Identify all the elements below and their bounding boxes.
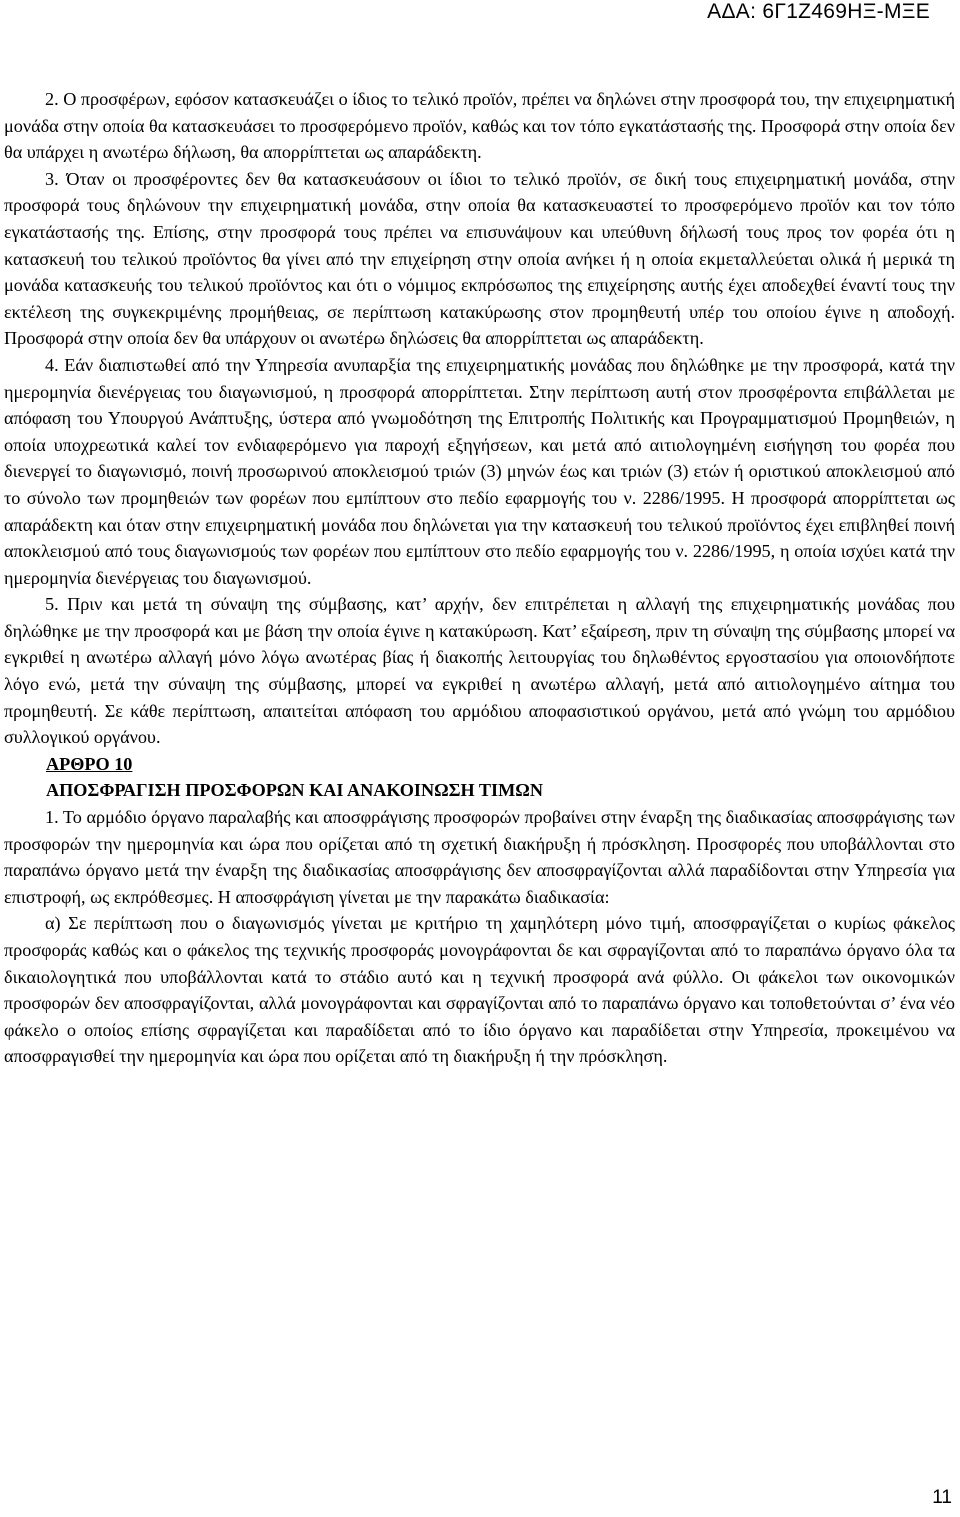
article-title: ΑΡΘΡΟ 10 bbox=[46, 753, 133, 774]
document-body bbox=[4, 86, 955, 1070]
article-paragraph-1: 1. Το αρμόδιο όργανο παραλαβής και αποσφράγισης προσφορών προβαίνει στην έναρξη της διαδικασίας αποσφράγισης των προσφορών την ημερομηνία και ώρα που ορίζεται από τη σχετική διακήρυξη ή πρόσκληση. Προσφορές που υποβάλλονται στο παραπάνω όργανο μετά την έναρξη της διαδικασίας αποσφράγισης δεν αποσφραγίζονται αλλά παραδίδονται στην Υπηρεσία για επιστροφή, ως εκπρόθεσμες. Η αποσφράγιση γίνεται με την παρακάτω διαδικασία: bbox=[4, 807, 955, 907]
article-subtitle: ΑΠΟΣΦΡΑΓΙΣΗ ΠΡΟΣΦΟΡΩΝ ΚΑΙ ΑΝΑΚΟΙΝΩΣΗ ΤΙΜΩΝ bbox=[46, 780, 544, 801]
paragraph-4: 4. Εάν διαπιστωθεί από την Υπηρεσία ανυπαρξία της επιχειρηματικής μονάδας που δηλώθηκε με την προσφορά, κατά την ημερομηνία διενέργειας του διαγωνισμού, η προσφορά απορρίπτεται. Στην περίπτωση αυτή στον προσφέροντα επιβάλλεται με απόφαση του Υπουργού Ανάπτυξης, ύστερα από γνωμοδότηση της Επιτροπής Πολιτικής και Προγραμματισμού Προμηθειών, η οποία υποχρεωτικά καλεί τον ενδιαφερόμενο για παροχή εξηγήσεων, και μετά από αιτιολογημένη εισήγηση του φορέα που διενεργεί το διαγωνισμό, ποινή προσωρινού αποκλεισμού τριών (3) μηνών έως και τριών (3) ετών ή οριστικού αποκλεισμού από το σύνολο των προμηθειών των φορέων που εμπίπτουν στο πεδίο εφαρμογής του ν. 2286/1995. Η προσφορά απορρίπτεται ως απαράδεκτη και όταν στην επιχειρηματική μονάδα που δηλώνεται για την κατασκευή του τελικού προϊόντος έχει επιβληθεί ποινή αποκλεισμού από τους διαγωνισμούς των φορέων που εμπίπτουν στο πεδίο εφαρμογής του ν. 2286/1995, η οποία ισχύει κατά την ημερομηνία διενέργειας του διαγωνισμού. bbox=[4, 354, 955, 588]
page-number: 11 bbox=[932, 1487, 952, 1508]
paragraph-3: 3. Όταν οι προσφέροντες δεν θα κατασκευάσουν οι ίδιοι το τελικό προϊόν, σε δική τους επιχειρηματική μονάδα, στην προσφορά τους δηλώνουν την επιχειρηματική μονάδα, στην οποία θα κατασκευαστεί το προσφερόμενο προϊόν και τον τόπο εγκατάστασής της. Επίσης, στην προσφορά τους πρέπει να επισυνάψουν και υπεύθυνη δήλωσή τους προς τον φορέα ότι η κατασκευή του τελικού προϊόντος θα γίνει από την επιχείρηση στην οποία ανήκει ή η οποία εκμεταλλεύεται ολικά ή μερικά τη μονάδα κατασκευής του τελικού προϊόντος και ότι ο νόμιμος εκπρόσωπος της επιχείρησης αυτής έχει αποδεχθεί έναντί τους την εκτέλεση της συγκεκριμένης προμήθειας, σε περίπτωση κατακύρωσης στον προμηθευτή υπέρ του οποίου έγινε η αποδοχή. Προσφορά στην οποία δεν θα υπάρχουν οι ανωτέρω δηλώσεις θα απορρίπτεται ως απαράδεκτη. bbox=[4, 168, 955, 349]
paragraph-2: 2. Ο προσφέρων, εφόσον κατασκευάζει ο ίδιος το τελικό προϊόν, πρέπει να δηλώνει στην προσφορά του, την επιχειρηματική μονάδα στην οποία θα κατασκευάσει το προσφερόμενο προϊόν, καθώς και τον τόπο εγκατάστασής της. Προσφορά στην οποία δεν θα υπάρχει η ανωτέρω δήλωση, θα απορρίπτεται ως απαράδεκτη. bbox=[4, 89, 955, 163]
article-paragraph-a: α) Σε περίπτωση που ο διαγωνισμός γίνεται με κριτήριο τη χαμηλότερη μόνο τιμή, αποσφραγίζεται ο κυρίως φάκελος προσφοράς καθώς και ο φάκελος της τεχνικής προσφοράς μονογράφονται δε και σφραγίζονται από το παραπάνω όργανο όλα τα δικαιολογητικά που υποβάλλονται κατά το στάδιο αυτό και η τεχνική προσφορά ανά φύλλο. Οι φάκελοι των οικονομικών προσφορών δεν αποσφραγίζονται, αλλά μονογράφονται και σφραγίζονται από το παραπάνω όργανο και τοποθετούνται σ’ ένα νέο φάκελο ο οποίος επίσης σφραγίζεται και παραδίδεται από το ίδιο όργανο και παραδίδεται στην Υπηρεσία, προκειμένου να αποσφραγισθεί την ημερομηνία και ώρα που ορίζεται από τη διακήρυξη ή την πρόσκληση. bbox=[4, 913, 955, 1067]
ada-code: ΑΔΑ: 6Γ1Ζ469ΗΞ-ΜΞΕ bbox=[707, 0, 930, 23]
paragraph-5: 5. Πριν και μετά τη σύναψη της σύμβασης, κατ’ αρχήν, δεν επιτρέπεται η αλλαγή της επιχειρηματικής μονάδας που δηλώθηκε με την προσφορά και με βάση την οποία έγινε η κατακύρωση. Κατ’ εξαίρεση, πριν τη σύναψη της σύμβασης μπορεί να εγκριθεί η ανωτέρω αλλαγή μόνο λόγω ανωτέρας βίας ή διακοπής λειτουργίας του δηλωθέντος εργοστασίου για οποιονδήποτε λόγο ενώ, μετά την σύναψη της σύμβασης, μπορεί να εγκριθεί η ανωτέρω αλλαγή, μετά από αιτιολογημένο αίτημα του προμηθευτή. Σε κάθε περίπτωση, απαιτείται απόφαση του αρμόδιου αποφασιστικού οργάνου, μετά από γνώμη του αρμόδιου συλλογικού οργάνου. bbox=[4, 594, 955, 748]
